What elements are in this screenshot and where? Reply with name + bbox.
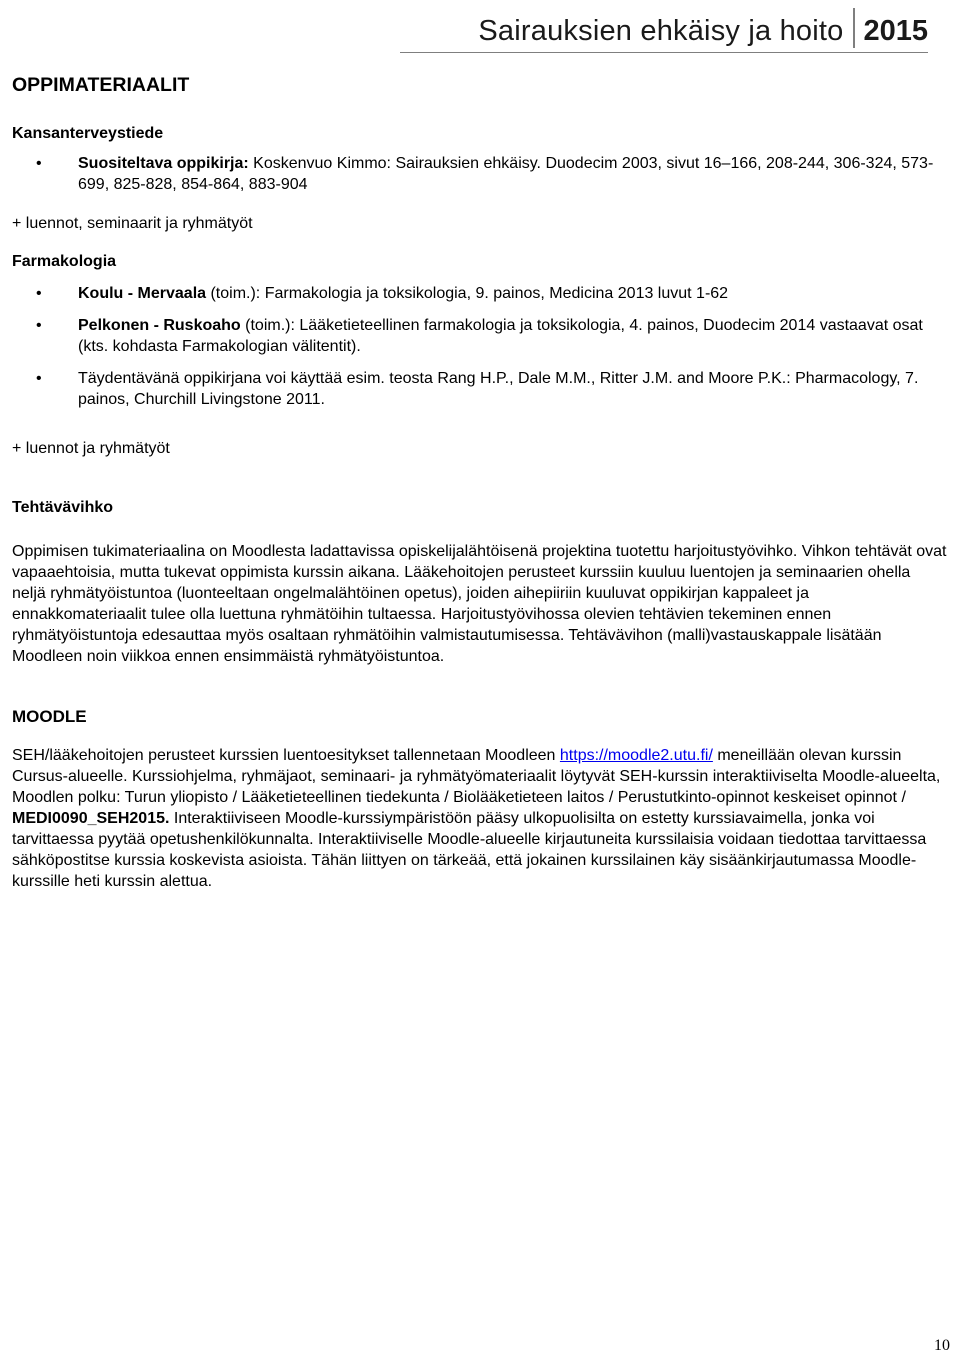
farmakologia-list <box>12 283 947 410</box>
item-bold-label: Koulu - Mervaala <box>78 285 207 302</box>
bullet-icon: • <box>36 285 42 302</box>
bullet-icon: • <box>36 370 42 387</box>
moodle-link[interactable]: https://moodle2.utu.fi/ <box>559 747 713 764</box>
list-item <box>12 153 947 195</box>
moodle-text-1: SEH/lääkehoitojen perusteet kurssien luentoesitykset tallennetaan Moodleen <box>12 747 560 764</box>
item-text: Koskenvuo Kimmo: Sairauksien ehkäisy. Duodecim 2003, sivut 16–166, 208-244, 306-324, 573-699, 825-828, 854-864, 883-904 <box>78 155 934 193</box>
moodle-course-code: MEDI0090_SEH2015. <box>12 810 170 827</box>
header-divider <box>853 8 855 48</box>
item-bold-label: Suositeltava oppikirja: <box>78 155 249 172</box>
list-item <box>12 368 947 410</box>
moodle-text-2: meneillään olevan kurssin Cursus-alueelle. Kurssiohjelma, ryhmäjaot, seminaari- ja ryhmätyömateriaalit löytyvät SEH-kurssin interaktiiviselta Moodle-alueelta, Moodlen polku: Turun yliopisto / Lääketieteellinen tiedekunta / Biolääketieteen laitos / Perustutkinto-opinnot keskeiset opinnot / <box>12 747 941 806</box>
header-title: Sairauksien ehkäisy ja hoito <box>478 15 844 47</box>
item-text: Täydentävänä oppikirjana voi käyttää esim. teosta Rang H.P., Dale M.M., Ritter J.M. and Moore P.K.: Pharmacology, 7. painos, Churchill Livingstone 2011. <box>78 370 919 408</box>
page-header <box>400 4 928 53</box>
moodle-text-3: Interaktiiviseen Moodle-kurssiympäristöön pääsy ulkopuolisilta on estetty kurssiavaimella, jonka voi tarvittaessa pyytää opetushenkilökunnalta. Interaktiiviselle Moodle-alueelle kirjautuneita kurssilaisia voidaan tiedottaa tarvittaessa sähköpostitse kurssia koskevista asioista. Tähän liittyen on tärkeää, että jokainen kurssilainen käy sisäänkirjautumassa Moodle-kurssille heti kurssin alettua. <box>12 810 927 890</box>
oppimateriaalit-heading: OPPIMATERIAALIT <box>12 74 190 96</box>
list-item <box>12 283 947 304</box>
tehtavavihko-paragraph: Oppimisen tukimateriaalina on Moodlesta ladattavissa opiskelijalähtöisenä projektina tuotettu harjoitustyövihko. Vihkon tehtävät ovat vapaaehtoisia, mutta tukevat oppimista kurssin aikana. Lääkehoitojen perusteet kurssiin kuuluu luentojen ja seminaarien ohella neljä ryhmätyöistuntoa (luonteeltaan ongelmalähtöinen opetus), joiden aihepiiriin kuuluvat oppikirjan kappaleet ja ennakkomateriaalit tulee olla luettuna ryhmätöihin tultaessa. Harjoitustyövihossa olevien tehtävien tekeminen ennen ryhmätyöistuntoja edesauttaa myös osaltaan ryhmätöihin valmistautumisessa. Tehtävävihon (malli)vastauskappale lisätään Moodleen noin viikkoa ennen ensimmäistä ryhmätyöistuntoa. <box>12 543 947 665</box>
item-text: (toim.): Farmakologia ja toksikologia, 9. painos, Medicina 2013 luvut 1-62 <box>206 285 729 302</box>
item-bold-label: Pelkonen - Ruskoaho <box>78 317 241 334</box>
moodle-heading: MOODLE <box>12 707 87 726</box>
kansanterveystiede-heading: Kansanterveystiede <box>12 125 164 142</box>
page-number: 10 <box>934 1337 950 1354</box>
header-year: 2015 <box>863 15 928 47</box>
document-body <box>12 74 947 892</box>
item-text: (toim.): Lääketieteellinen farmakologia ja toksikologia, 4. painos, Duodecim 2014 vastaavat osat (kts. kohdasta Farmakologian välitentit). <box>78 317 923 355</box>
bullet-icon: • <box>36 155 42 172</box>
list-item <box>12 315 947 357</box>
farmakologia-heading: Farmakologia <box>12 253 117 270</box>
bullet-icon: • <box>36 317 42 334</box>
moodle-paragraph <box>12 745 947 892</box>
kansanterveystiede-list <box>12 153 947 195</box>
farmakologia-extra: + luennot ja ryhmätyöt <box>12 440 170 457</box>
tehtavavihko-heading: Tehtävävihko <box>12 499 114 516</box>
kansanterveystiede-extra: + luennot, seminaarit ja ryhmätyöt <box>12 215 253 232</box>
